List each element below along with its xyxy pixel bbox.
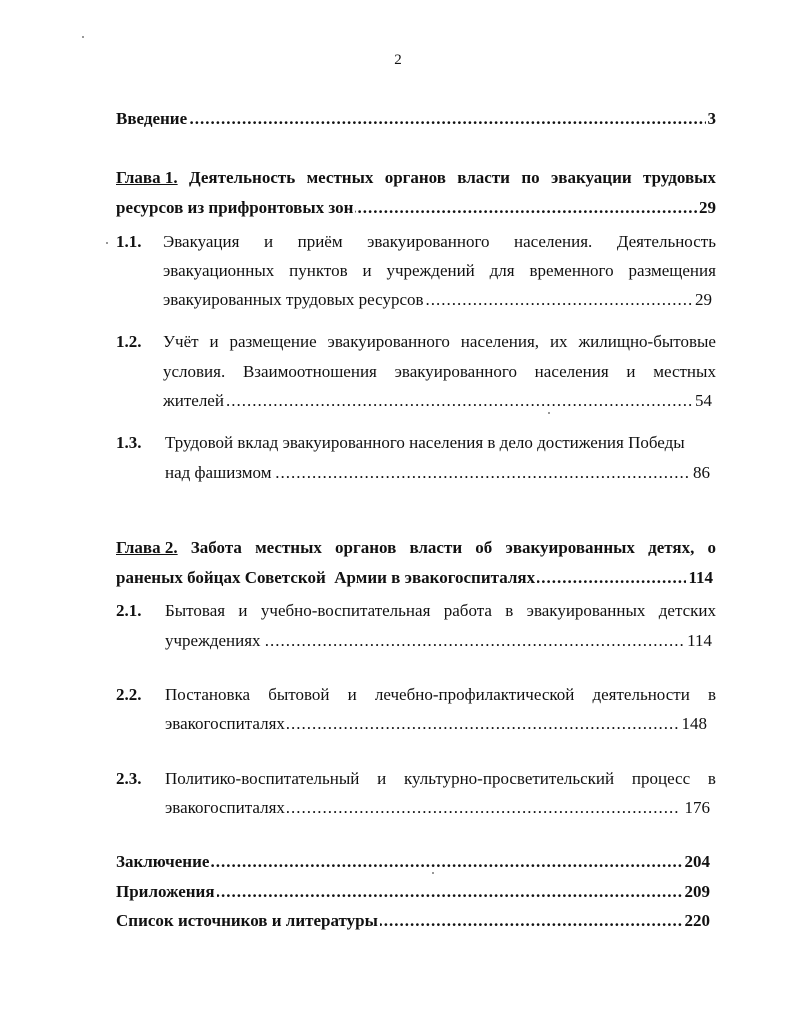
toc-page: 209 — [684, 882, 710, 901]
section-1-3-line1[interactable]: Трудовой вклад эвакуированного населения в дело достижения Победы — [165, 433, 685, 452]
toc-page: 176 — [679, 797, 711, 819]
section-2-1-line1[interactable]: Бытовая и учебно-воспитательная работа в эвакуированных детских — [165, 601, 716, 620]
toc-page: 114 — [688, 568, 713, 587]
section-2-3-line2[interactable]: ..... эвакогоспиталях 176 — [165, 797, 710, 819]
section-2-2-line2[interactable]: ..... эвакогоспиталях 148 — [165, 713, 707, 735]
scan-speck — [548, 412, 550, 414]
chapter-2-label: Глава 2. — [116, 538, 178, 557]
section-number: 2.1. — [116, 601, 142, 620]
section-1-2-line2[interactable]: условия. Взаимоотношения эвакуированного населения и местных — [163, 362, 716, 381]
toc-page: 148 — [681, 714, 707, 733]
section-1-1-line3[interactable]: ..... эвакуированных трудовых ресурсов 29 — [163, 289, 712, 311]
section-2-1-line2[interactable]: ..... учреждениях 114 — [165, 630, 712, 652]
page-number: 2 — [394, 52, 402, 68]
scan-speck — [106, 242, 108, 244]
scan-speck — [82, 36, 84, 38]
toc-page: 54 — [695, 391, 712, 410]
chapter-1-heading-line1[interactable]: Глава 1. Деятельность местных органов власти по эвакуации трудовых — [116, 168, 716, 187]
section-2-3-line1[interactable]: Политико-воспитательный и культурно-просветительский процесс в — [165, 769, 716, 788]
toc-entry-sources[interactable]: ..... Список источников и литературы 220 — [116, 910, 710, 932]
chapter-1-heading-line2[interactable]: ..... ресурсов из прифронтовых зон 29 — [116, 197, 716, 219]
toc-entry-introduction[interactable] — [116, 108, 716, 130]
section-number: 2.2. — [116, 685, 142, 704]
toc-page: 29 — [695, 290, 712, 309]
section-2-2-line1[interactable]: Постановка бытовой и лечебно-профилактической деятельности в — [165, 685, 716, 704]
toc-page: 29 — [699, 198, 716, 217]
section-number: 1.3. — [116, 433, 142, 452]
toc-page: 86 — [693, 463, 710, 482]
section-1-3-line2[interactable]: ..... над фашизмом 86 — [165, 462, 710, 484]
toc-page: 114 — [687, 631, 712, 650]
chapter-2-heading-line2[interactable]: ..... раненых бойцах Советской Армии в эвакогоспиталях 114 — [116, 567, 713, 589]
toc-label: Введение — [116, 109, 188, 128]
toc-page: 3 — [707, 109, 716, 128]
toc-page: 204 — [684, 852, 710, 871]
section-number: 1.1. — [116, 232, 142, 251]
chapter-2-heading-line1[interactable]: Глава 2. Забота местных органов власти об эвакуированных детях, о — [116, 538, 716, 557]
section-1-2-line3[interactable]: ..... жителей 54 — [163, 390, 712, 412]
toc-entry-appendix[interactable]: ..... Приложения 209 — [116, 881, 710, 903]
section-number: 1.2. — [116, 332, 142, 351]
toc-page: 220 — [684, 911, 710, 930]
chapter-1-label: Глава 1. — [116, 168, 178, 187]
section-1-1-line1[interactable]: Эвакуация и приём эвакуированного населения. Деятельность — [163, 232, 716, 251]
toc-entry-conclusion[interactable]: ..... Заключение 204 — [116, 851, 710, 873]
section-1-2-line1[interactable]: Учёт и размещение эвакуированного населения, их жилищно-бытовые — [163, 332, 716, 351]
section-number: 2.3. — [116, 769, 142, 788]
section-1-1-line2[interactable]: эвакуационных пунктов и учреждений для временного размещения — [163, 261, 716, 280]
